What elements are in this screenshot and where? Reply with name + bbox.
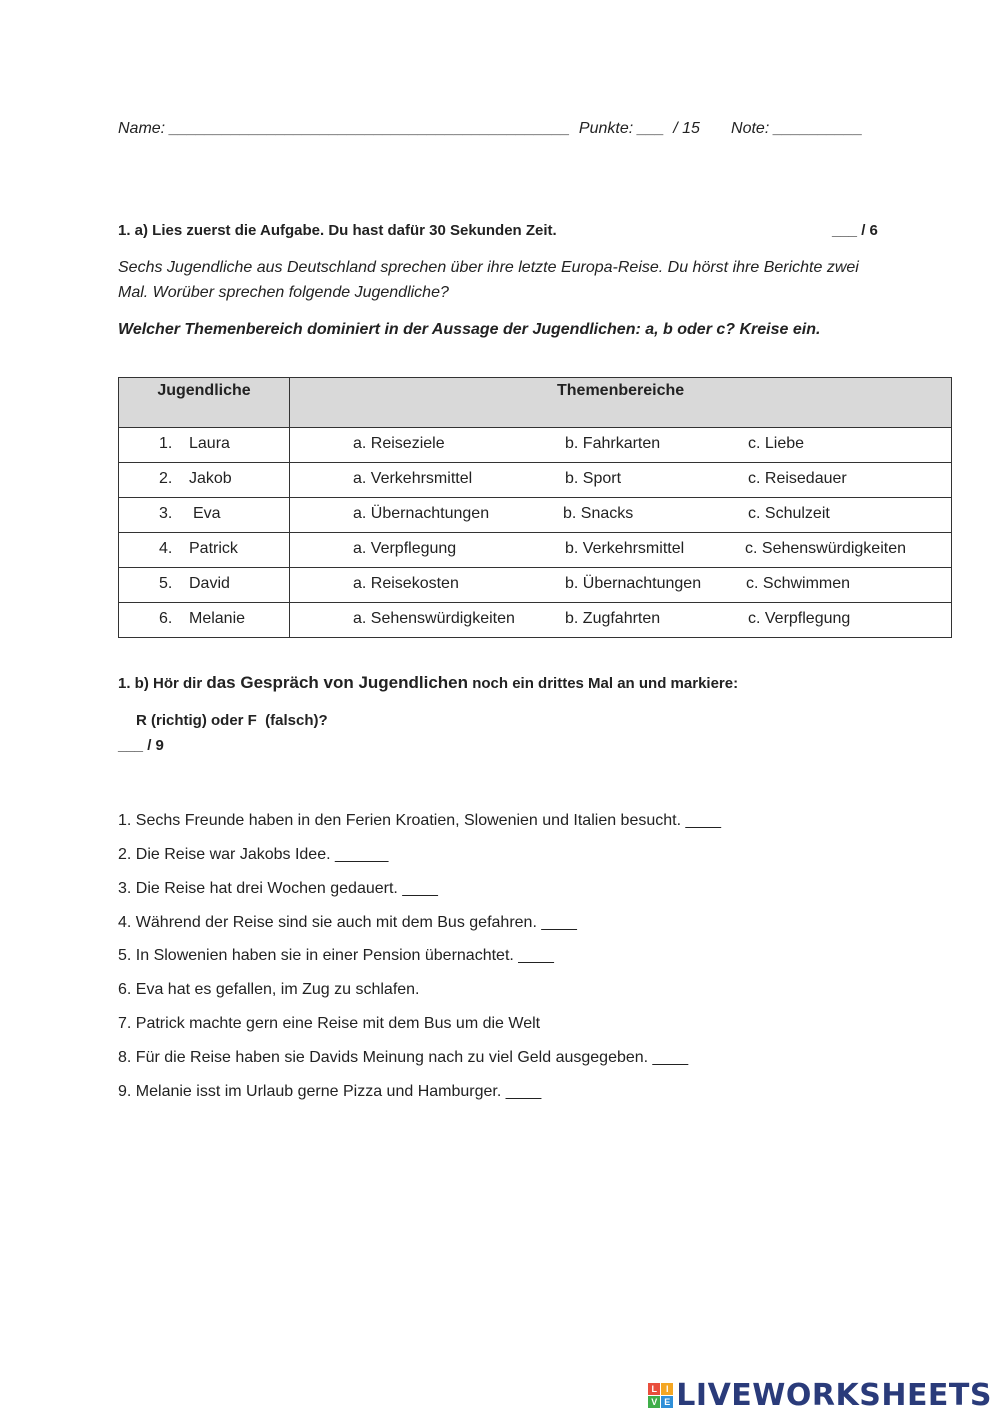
- table-row: [119, 498, 952, 533]
- task-b-subheading: R (richtig) oder F (falsch)?: [136, 712, 328, 729]
- option-b[interactable]: b. Übernachtungen: [565, 575, 702, 592]
- table-header-row: [119, 378, 952, 428]
- statement-item[interactable]: 9. Melanie isst im Urlaub gerne Pizza und Hamburger. ____: [118, 1083, 542, 1100]
- statement-item[interactable]: 4. Während der Reise sind sie auch mit dem Bus gefahren. ____: [118, 914, 577, 931]
- task-a-heading: 1. a) Lies zuerst die Aufgabe. Du hast dafür 30 Sekunden Zeit.: [118, 222, 557, 239]
- option-a[interactable]: a. Verkehrsmittel: [353, 470, 473, 487]
- option-b[interactable]: b. Snacks: [563, 505, 634, 522]
- task-a-intro-line2: Mal. Worüber sprechen folgende Jugendliche?: [118, 284, 449, 301]
- task-b-heading-part1: 1. b) Hör dir: [118, 675, 207, 692]
- row-number: 2.: [159, 470, 173, 487]
- statement-item[interactable]: 2. Die Reise war Jakobs Idee. ______: [118, 846, 389, 863]
- task-a-intro-line1: Sechs Jugendliche aus Deutschland sprechen über ihre letzte Europa-Reise. Du hörst ihre Berichte zwei: [118, 259, 859, 276]
- option-c[interactable]: c. Liebe: [748, 435, 805, 452]
- logo-mark-letter: V: [648, 1396, 660, 1408]
- student-name: Jakob: [189, 470, 232, 487]
- table-row: [119, 533, 952, 568]
- header-jugendliche: Jugendliche: [119, 378, 290, 428]
- table-row: [119, 603, 952, 638]
- liveworksheets-logo: [648, 1378, 992, 1413]
- task-b-heading-part2: das Gespräch von Jugendlichen: [206, 673, 469, 692]
- row-number: 1.: [159, 435, 173, 452]
- option-a[interactable]: a. Reiseziele: [353, 435, 445, 452]
- header-themenbereiche: Themenbereiche: [290, 378, 952, 428]
- student-name: Melanie: [189, 610, 246, 627]
- logo-text: LIVEWORKSHEETS: [676, 1378, 992, 1413]
- grade-label: Note:: [731, 120, 770, 137]
- student-name: David: [189, 575, 230, 592]
- row-number: 4.: [159, 540, 173, 557]
- statement-item[interactable]: 7. Patrick machte gern eine Reise mit dem Bus um die Welt: [118, 1015, 541, 1032]
- logo-mark-letter: L: [648, 1383, 660, 1395]
- option-b[interactable]: b. Zugfahrten: [565, 610, 661, 627]
- student-name: Eva: [193, 505, 221, 522]
- option-a[interactable]: a. Reisekosten: [353, 575, 459, 592]
- grade-blank[interactable]: __________: [773, 120, 863, 137]
- student-name: Patrick: [189, 540, 238, 557]
- table-row: [119, 568, 952, 603]
- points-total: / 15: [673, 120, 700, 137]
- task-b-heading: [118, 673, 738, 693]
- statement-item[interactable]: 6. Eva hat es gefallen, im Zug zu schlafen.: [118, 981, 420, 998]
- name-label: Name:: [118, 120, 166, 137]
- task-b-score: ___ / 9: [118, 737, 164, 754]
- option-c[interactable]: c. Reisedauer: [748, 470, 847, 487]
- option-a[interactable]: a. Sehenswürdigkeiten: [353, 610, 515, 627]
- themes-table: [118, 377, 952, 638]
- header-line: [118, 120, 863, 138]
- option-a[interactable]: a. Verpflegung: [353, 540, 457, 557]
- points-blank[interactable]: ___: [637, 120, 665, 137]
- statement-item[interactable]: 1. Sechs Freunde haben in den Ferien Kroatien, Slowenien und Italien besucht. ____: [118, 812, 722, 829]
- option-c[interactable]: c. Schwimmen: [746, 575, 851, 592]
- task-a-instruction: Welcher Themenbereich dominiert in der Aussage der Jugendlichen: a, b oder c? Kreise ein.: [118, 321, 821, 338]
- option-c[interactable]: c. Sehenswürdigkeiten: [745, 540, 906, 557]
- logo-mark-icon: [648, 1383, 673, 1408]
- option-c[interactable]: c. Verpflegung: [748, 610, 851, 627]
- option-b[interactable]: b. Fahrkarten: [565, 435, 661, 452]
- option-b[interactable]: b. Sport: [565, 470, 622, 487]
- statement-item[interactable]: 5. In Slowenien haben sie in einer Pension übernachtet. ____: [118, 947, 554, 964]
- option-b[interactable]: b. Verkehrsmittel: [565, 540, 685, 557]
- logo-mark-letter: I: [661, 1383, 673, 1395]
- option-c[interactable]: c. Schulzeit: [748, 505, 830, 522]
- name-blank[interactable]: _____________________________________________: [169, 120, 571, 137]
- row-number: 3.: [159, 505, 173, 522]
- student-name: Laura: [189, 435, 230, 452]
- table-row: [119, 428, 952, 463]
- statement-item[interactable]: 3. Die Reise hat drei Wochen gedauert. ____: [118, 880, 438, 897]
- row-number: 5.: [159, 575, 173, 592]
- statement-item[interactable]: 8. Für die Reise haben sie Davids Meinung nach zu viel Geld ausgegeben. ____: [118, 1049, 689, 1066]
- task-a-score: ___ / 6: [832, 222, 878, 239]
- row-number: 6.: [159, 610, 173, 627]
- option-a[interactable]: a. Übernachtungen: [353, 505, 490, 522]
- points-label: Punkte:: [578, 120, 634, 137]
- logo-mark-letter: E: [661, 1396, 673, 1408]
- task-b-heading-part3: noch ein drittes Mal an und markiere:: [468, 675, 739, 692]
- table-row: [119, 463, 952, 498]
